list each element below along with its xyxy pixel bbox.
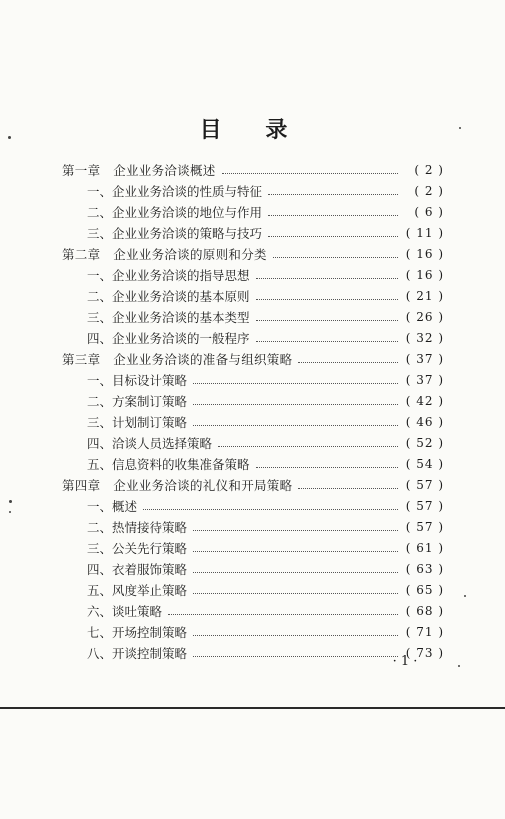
- scan-speck: [9, 500, 12, 503]
- scan-speck: [459, 127, 461, 129]
- leader-dots: [193, 403, 398, 405]
- leader-dots: [273, 256, 398, 258]
- toc-entry-label: 一、企业业务洽谈的性质与特征: [87, 184, 263, 199]
- toc-entry-page: ( 71 ): [405, 625, 444, 639]
- toc-entry-section[interactable]: [87, 454, 444, 474]
- page-divider: [0, 707, 505, 709]
- toc-entry-chapter[interactable]: [62, 349, 444, 369]
- leader-dots: [168, 613, 398, 615]
- toc-entry-label: 四、企业业务洽谈的一般程序: [87, 331, 250, 346]
- leader-dots: [298, 361, 398, 363]
- toc-entry-section[interactable]: [87, 307, 444, 327]
- toc-entry-page: ( 57 ): [405, 499, 444, 513]
- scan-speck: [8, 136, 11, 139]
- toc-entry-section[interactable]: [87, 622, 444, 642]
- leader-dots: [256, 340, 398, 342]
- toc-entry-page: ( 32 ): [405, 331, 444, 345]
- toc-entry-section[interactable]: [87, 391, 444, 411]
- toc-entry-label: 三、公关先行策略: [87, 541, 188, 556]
- toc-entry-label: 第三章 企业业务洽谈的准备与组织策略: [62, 352, 293, 367]
- toc-entry-label: 二、热情接待策略: [87, 520, 188, 535]
- toc-entry-label: 六、谈吐策略: [87, 604, 163, 619]
- toc-entry-page: ( 68 ): [405, 604, 444, 618]
- toc-entry-label: 一、概述: [87, 499, 138, 514]
- leader-dots: [268, 235, 398, 237]
- toc-entry-section[interactable]: [87, 538, 444, 558]
- leader-dots: [222, 172, 398, 174]
- toc-entry-page: ( 52 ): [405, 436, 444, 450]
- toc-entry-page: ( 16 ): [405, 268, 444, 282]
- toc-entry-page: ( 16 ): [405, 247, 444, 261]
- toc-entry-page: ( 21 ): [405, 289, 444, 303]
- toc-entry-page: ( 2 ): [414, 184, 444, 198]
- leader-dots: [256, 319, 398, 321]
- toc-entry-section[interactable]: [87, 265, 444, 285]
- toc-entry-page: ( 46 ): [405, 415, 444, 429]
- toc-entry-section[interactable]: [87, 328, 444, 348]
- toc-entry-page: ( 61 ): [405, 541, 444, 555]
- leader-dots: [256, 298, 398, 300]
- toc-entry-section[interactable]: [87, 202, 444, 222]
- page-number: · 1 ·: [392, 654, 418, 669]
- toc-entry-section[interactable]: [87, 286, 444, 306]
- toc-entry-label: 第二章 企业业务洽谈的原则和分类: [62, 247, 267, 262]
- leader-dots: [143, 508, 398, 510]
- leader-dots: [193, 655, 398, 657]
- leader-dots: [298, 487, 398, 489]
- toc-entry-label: 三、企业业务洽谈的策略与技巧: [87, 226, 263, 241]
- toc-entry-section[interactable]: [87, 181, 444, 201]
- scan-speck: [458, 665, 460, 667]
- leader-dots: [193, 550, 398, 552]
- toc-entry-label: 一、目标设计策略: [87, 373, 188, 388]
- leader-dots: [193, 571, 398, 573]
- toc-entry-section[interactable]: [87, 580, 444, 600]
- toc-entry-page: ( 11 ): [405, 226, 444, 240]
- leader-dots: [268, 193, 398, 195]
- toc-entry-chapter[interactable]: [62, 160, 444, 180]
- toc-entry-label: 一、企业业务洽谈的指导思想: [87, 268, 250, 283]
- toc-entry-label: 五、风度举止策略: [87, 583, 188, 598]
- leader-dots: [193, 424, 398, 426]
- toc-entry-label: 四、洽谈人员选择策略: [87, 436, 213, 451]
- toc-entry-section[interactable]: [87, 517, 444, 537]
- toc-entry-section[interactable]: [87, 601, 444, 621]
- toc-entry-section[interactable]: [87, 412, 444, 432]
- leader-dots: [218, 445, 398, 447]
- toc-entry-label: 第四章 企业业务洽谈的礼仪和开局策略: [62, 478, 293, 493]
- leader-dots: [193, 382, 398, 384]
- leader-dots: [256, 277, 398, 279]
- toc-entry-label: 四、衣着服饰策略: [87, 562, 188, 577]
- toc-entry-section[interactable]: [87, 559, 444, 579]
- toc-entry-page: ( 73 ): [405, 646, 444, 660]
- toc-entry-page: ( 57 ): [405, 478, 444, 492]
- toc-entry-page: ( 54 ): [405, 457, 444, 471]
- leader-dots: [193, 592, 398, 594]
- toc-entry-page: ( 37 ): [405, 352, 444, 366]
- scan-speck: [9, 511, 11, 513]
- toc-entry-label: 七、开场控制策略: [87, 625, 188, 640]
- toc-entry-page: ( 26 ): [405, 310, 444, 324]
- toc-entry-label: 二、企业业务洽谈的地位与作用: [87, 205, 263, 220]
- scan-speck: [464, 595, 466, 597]
- toc-entry-page: ( 37 ): [405, 373, 444, 387]
- toc-entry-page: ( 2 ): [414, 163, 444, 177]
- toc-entry-label: 五、信息资料的收集准备策略: [87, 457, 250, 472]
- toc-entry-label: 八、开谈控制策略: [87, 646, 188, 661]
- leader-dots: [193, 634, 398, 636]
- toc-entry-page: ( 6 ): [414, 205, 444, 219]
- toc-entry-chapter[interactable]: [62, 475, 444, 495]
- leader-dots: [256, 466, 398, 468]
- toc-entry-label: 二、企业业务洽谈的基本原则: [87, 289, 250, 304]
- toc-entry-chapter[interactable]: [62, 244, 444, 264]
- toc-entry-section[interactable]: [87, 433, 444, 453]
- toc-entry-page: ( 65 ): [405, 583, 444, 597]
- toc-entry-page: ( 57 ): [405, 520, 444, 534]
- leader-dots: [193, 529, 398, 531]
- toc-entry-label: 第一章 企业业务洽谈概述: [62, 163, 216, 178]
- toc-heading: 目 录: [199, 117, 306, 143]
- toc-entry-section[interactable]: [87, 370, 444, 390]
- toc-entry-page: ( 42 ): [405, 394, 444, 408]
- toc-entry-section[interactable]: [87, 496, 444, 516]
- toc-entry-page: ( 63 ): [405, 562, 444, 576]
- leader-dots: [268, 214, 398, 216]
- toc-entry-label: 三、计划制订策略: [87, 415, 188, 430]
- toc-entry-section[interactable]: [87, 223, 444, 243]
- toc-entry-label: 二、方案制订策略: [87, 394, 188, 409]
- toc-entry-label: 三、企业业务洽谈的基本类型: [87, 310, 250, 325]
